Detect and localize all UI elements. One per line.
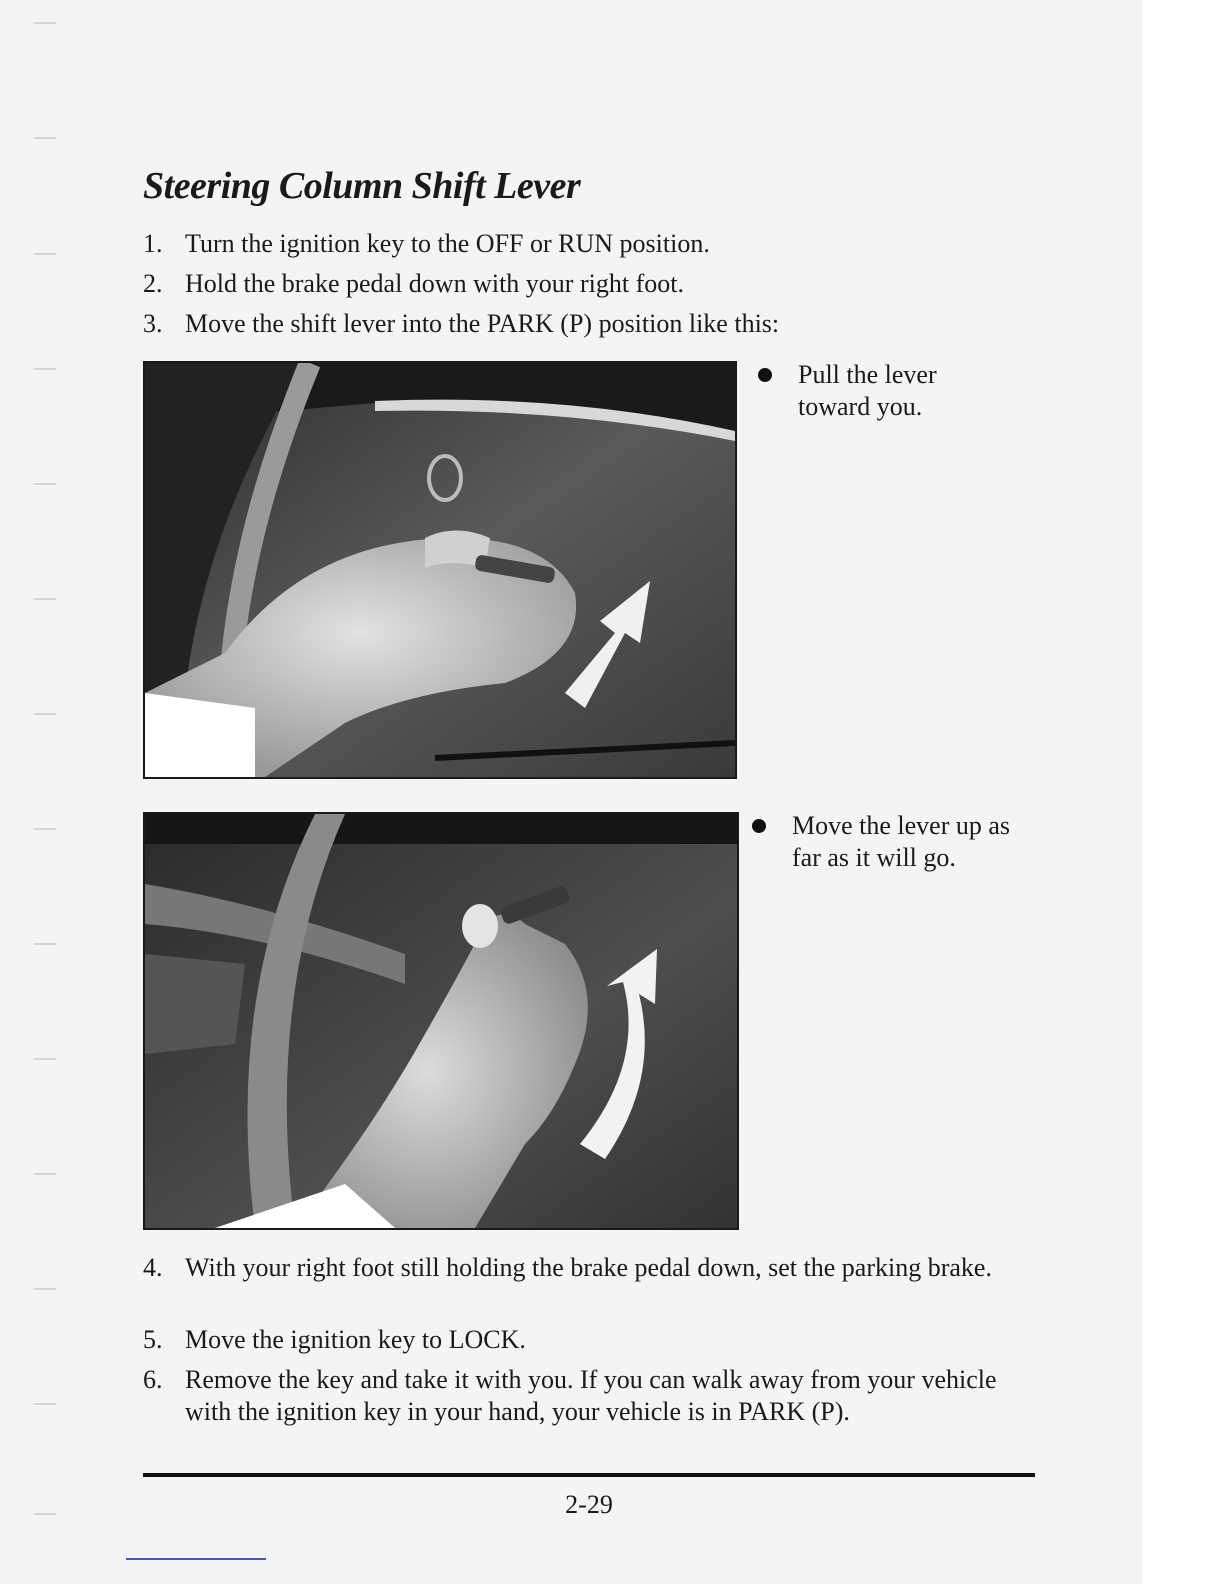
bullet-text: Pull the lever toward you. bbox=[798, 360, 937, 421]
bullet-dot bbox=[752, 819, 766, 833]
page-number: 2-29 bbox=[565, 1490, 613, 1519]
step-number: 2. bbox=[143, 269, 163, 298]
bullet-dot bbox=[758, 368, 772, 382]
margin-tick bbox=[34, 828, 56, 830]
step-number: 1. bbox=[143, 229, 163, 258]
photo-pull-lever bbox=[143, 361, 737, 779]
step-number: 4. bbox=[143, 1253, 163, 1282]
margin-tick bbox=[34, 943, 56, 945]
photo-move-lever-up bbox=[143, 812, 739, 1230]
margin-tick bbox=[34, 713, 56, 715]
margin-tick bbox=[34, 1288, 56, 1290]
step-number: 6. bbox=[143, 1365, 163, 1394]
scan-link-underline bbox=[126, 1558, 266, 1560]
step-text: Hold the brake pedal down with your right foot. bbox=[185, 269, 684, 298]
step-text: With your right foot still holding the brake pedal down, set the parking brake. bbox=[185, 1253, 992, 1282]
margin-tick bbox=[34, 1058, 56, 1060]
margin-tick bbox=[34, 253, 56, 255]
step-number: 5. bbox=[143, 1325, 163, 1354]
step-text: Move the shift lever into the PARK (P) position like this: bbox=[185, 309, 780, 338]
photo-pull-lever-illustration bbox=[145, 363, 735, 777]
step-number: 3. bbox=[143, 309, 163, 338]
step-text: Turn the ignition key to the OFF or RUN position. bbox=[185, 229, 710, 258]
footer-rule bbox=[143, 1473, 1035, 1477]
photo-move-lever-up-illustration bbox=[145, 814, 737, 1228]
margin-tick bbox=[34, 137, 56, 139]
margin-tick bbox=[34, 368, 56, 370]
margin-tick bbox=[34, 22, 56, 24]
margin-tick bbox=[34, 483, 56, 485]
margin-tick bbox=[34, 598, 56, 600]
margin-tick bbox=[34, 1403, 56, 1405]
section-title: Steering Column Shift Lever bbox=[143, 165, 581, 207]
step-text: Remove the key and take it with you. If you can walk away from your vehicle with the ignition key in your hand, your vehicle is in PARK (P). bbox=[185, 1365, 997, 1426]
step-text: Move the ignition key to LOCK. bbox=[185, 1325, 526, 1354]
bullet-text: Move the lever up as far as it will go. bbox=[792, 811, 1011, 872]
margin-tick bbox=[34, 1173, 56, 1175]
